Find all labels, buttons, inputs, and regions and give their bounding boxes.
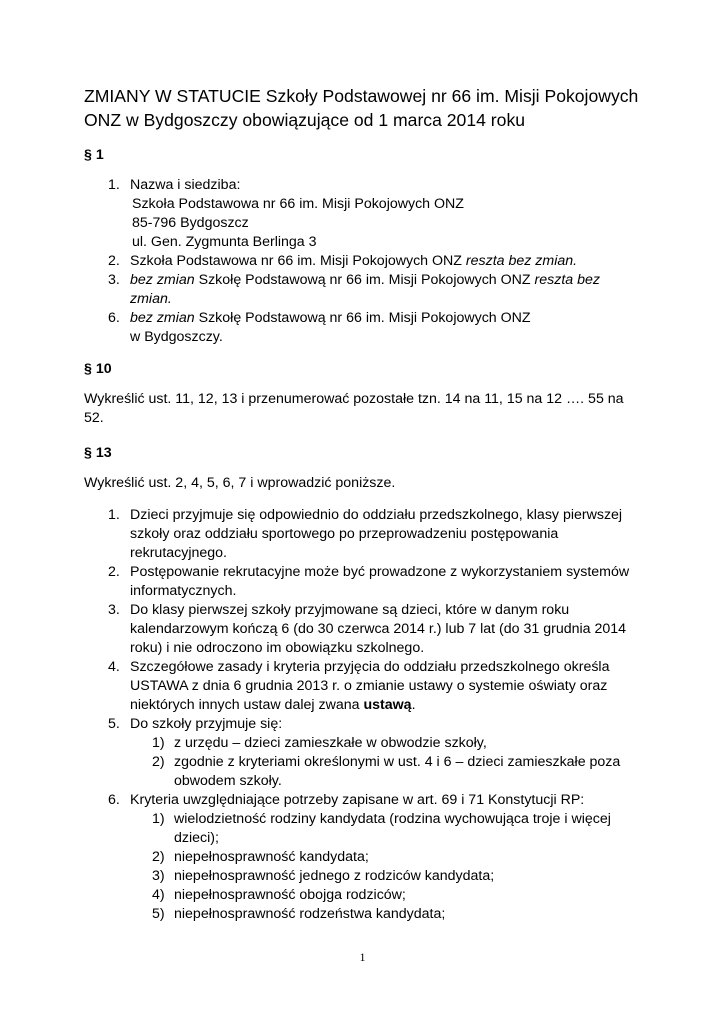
title-line-1: ZMIANY W STATUCIE Szkoły Podstawowej nr 66 im. Misji Pokojowych	[84, 86, 639, 106]
address-line: 85-796 Bydgoszcz	[132, 215, 249, 231]
section-heading-1: § 1	[84, 147, 104, 163]
sub-list-item: 1) wielodzietność rodziny kandydata (rodzina wychowująca troje i więcej dzieci);	[152, 811, 611, 846]
sub-list-item: 3) niepełnosprawność jednego z rodziców kandydata;	[152, 868, 495, 884]
address-line: ul. Gen. Zygmunta Berlinga 3	[132, 234, 317, 250]
section-1-list	[84, 176, 644, 347]
list-item: 5. Do szkoły przyjmuje się: 1) z urzędu – dzieci zamieszkałe w obwodzie szkoły, 2) zgodnie z kryteriami określonymi w ust. 4 i 6 – dzieci zamieszkałe poza obwodem szkoły.	[84, 715, 644, 791]
list-item: 6. Kryteria uwzględniające potrzeby zapisane w art. 69 i 71 Konstytucji RP: 1) wielodzietność rodziny kandydata (rodzina wychowująca troje i więcej dzieci); 2) niepełnosprawność kandydata; 3) niepełnosprawność jednego z rodziców kandydata; 4) niepełnosprawność obojga rodziców; 5) niepełnosprawność rodzeństwa kandydata;	[84, 791, 644, 924]
section-13-list	[84, 506, 644, 924]
list-item: 2. Postępowanie rekrutacyjne może być prowadzone z wykorzystaniem systemów informatycznych.	[108, 564, 630, 599]
list-item: 2. Szkoła Podstawowa nr 66 im. Misji Pokojowych ONZ reszta bez zmian.	[108, 253, 578, 269]
section-heading-13: § 13	[84, 445, 112, 461]
address-line: Szkoła Podstawowa nr 66 im. Misji Pokojowych ONZ	[132, 196, 464, 212]
title-line-2: ONZ w Bydgoszczy obowiązujące od 1 marca 2014 roku	[84, 110, 526, 130]
section-10-text: Wykreślić ust. 11, 12, 13 i przenumerować pozostałe tzn. 14 na 11, 15 na 12 …. 55 na 52.	[84, 391, 624, 426]
sub-list	[84, 810, 644, 924]
school-address	[130, 195, 644, 252]
sub-list	[84, 734, 644, 791]
document-title	[84, 84, 644, 132]
page-number: 1	[359, 950, 366, 964]
list-item: 3. bez zmian Szkołę Podstawową nr 66 im. Misji Pokojowych ONZ reszta bez zmian.	[108, 272, 600, 307]
list-item: 1. Nazwa i siedziba: Szkoła Podstawowa nr 66 im. Misji Pokojowych ONZ 85-796 Bydgoszcz ul. Gen. Zygmunta Berlinga 3	[84, 176, 644, 252]
section-heading-10: § 10	[84, 361, 112, 377]
list-item-text: Nazwa i siedziba:	[130, 177, 241, 193]
sub-list-item: 5) niepełnosprawność rodzeństwa kandydata;	[152, 906, 446, 922]
section-13-intro: Wykreślić ust. 2, 4, 5, 6, 7 i wprowadzić poniższe.	[84, 475, 396, 491]
list-item: 6. bez zmian Szkołę Podstawową nr 66 im. Misji Pokojowych ONZ w Bydgoszczy.	[108, 310, 531, 345]
sub-list-item: 1) z urzędu – dzieci zamieszkałe w obwodzie szkoły,	[152, 735, 487, 751]
list-item: 4. Szczegółowe zasady i kryteria przyjęcia do oddziału przedszkolnego określa USTAWA z dnia 6 grudnia 2013 r. o zmianie ustawy o systemie oświaty oraz niektórych innych ustaw dalej zwana ustawą.	[108, 659, 610, 713]
list-item: 1. Dzieci przyjmuje się odpowiednio do oddziału przedszkolnego, klasy pierwszej szkoły oraz oddziału sportowego po przeprowadzeniu postępowania rekrutacyjnego.	[108, 507, 623, 561]
sub-list-item: 2) zgodnie z kryteriami określonymi w ust. 4 i 6 – dzieci zamieszkałe poza obwodem szkoły.	[152, 754, 621, 789]
sub-list-item: 2) niepełnosprawność kandydata;	[152, 849, 369, 865]
sub-list-item: 4) niepełnosprawność obojga rodziców;	[152, 887, 406, 903]
list-item: 3. Do klasy pierwszej szkoły przyjmowane są dzieci, które w danym roku kalendarzowym kończą 6 (do 30 czerwca 2014 r.) lub 7 lat (do 31 grudnia 2014 roku) i nie odroczono im obowiązku szkolnego.	[108, 602, 627, 656]
